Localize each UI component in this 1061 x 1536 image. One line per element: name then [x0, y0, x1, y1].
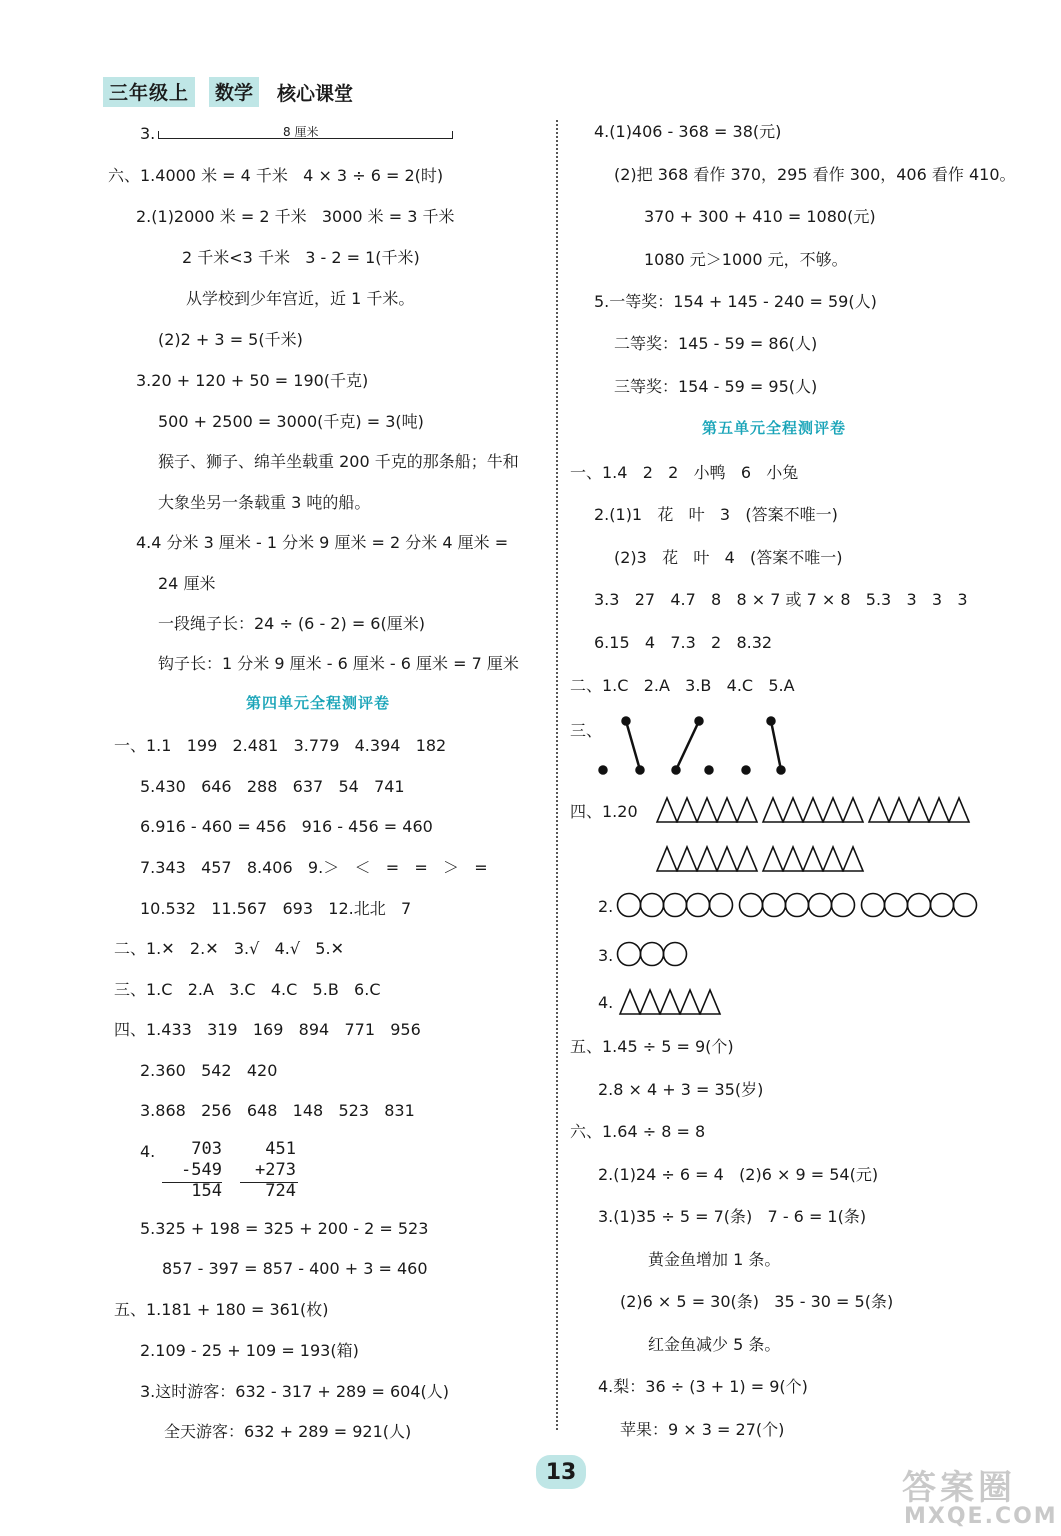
series-label: 核心课堂 [277, 82, 354, 105]
dot-bottom-1 [600, 767, 607, 774]
left-line: 3.这时游客：632 - 317 + 289 = 604(人) [140, 1382, 450, 1401]
page-header [103, 78, 357, 106]
ruler-question-number: 3. [140, 124, 156, 143]
left-line: 5.430 646 288 637 54 741 [140, 777, 405, 796]
right-line: 苹果：9 × 3 = 27(个) [620, 1420, 785, 1439]
right-line: 黄金鱼增加 1 条。 [648, 1250, 781, 1269]
left-line: (2)2 + 3 = 5(千米) [158, 330, 303, 349]
subject-label: 数学 [209, 77, 259, 107]
grade-label: 三年级上 [103, 77, 195, 107]
ruler-label: 8 厘米 [283, 125, 319, 139]
left-line: 二、1.✕ 2.✕ 3.√ 4.√ 5.✕ [114, 939, 344, 958]
right-line: (2)把 368 看作 370，295 看作 300，406 看作 410。 [614, 165, 1016, 184]
left-line: 四、1.433 319 169 894 771 956 [114, 1020, 421, 1039]
left-line: 全天游客：632 + 289 = 921(人) [164, 1422, 412, 1441]
left-line: 3.868 256 648 148 523 831 [140, 1101, 415, 1120]
left-line: 从学校到少年宫近，近 1 千米。 [186, 289, 415, 308]
vert-a-result: 154 [191, 1181, 222, 1201]
left-line: 10.532 11.567 693 12.北北 7 [140, 899, 412, 918]
right-line: 2.(1)1 花 叶 3 (答案不唯一) [594, 505, 838, 524]
left-line: 2.360 542 420 [140, 1061, 278, 1080]
vert-b-mid: +273 [255, 1160, 296, 1180]
right-line: 3.(1)35 ÷ 5 = 7(条) 7 - 6 = 1(条) [598, 1207, 867, 1226]
left-line: 857 - 397 = 857 - 400 + 3 = 460 [162, 1259, 428, 1278]
right-line: 2. [598, 897, 614, 916]
left-line: 六、1.4000 米 = 4 千米 4 × 3 ÷ 6 = 2(时) [108, 166, 444, 185]
left-line: 一段绳子长：24 ÷ (6 - 2) = 6(厘米) [158, 614, 425, 633]
ruler-tick-left [158, 131, 159, 139]
right-line: 2.8 × 4 + 3 = 35(岁) [598, 1080, 764, 1099]
left-line: 7.343 457 8.406 9.＞ ＜ = = ＞ = [140, 858, 488, 877]
right-line: 一、1.4 2 2 小鸭 6 小兔 [570, 463, 799, 482]
right-line: 二、1.C 2.A 3.B 4.C 5.A [570, 676, 795, 695]
ruler-tick-right [452, 131, 453, 139]
watermark-logo [890, 1460, 1060, 1536]
section-title-unit5: 第五单元全程测评卷 [702, 419, 847, 437]
right-line: 六、1.64 ÷ 8 = 8 [570, 1122, 706, 1141]
page-number: 13 [536, 1455, 586, 1489]
left-line: 2.(1)2000 米 = 2 千米 3000 米 = 3 千米 [136, 207, 455, 226]
watermark-domain: MXQE.COM [904, 1504, 1058, 1529]
left-line: 三、1.C 2.A 3.C 4.C 5.B 6.C [114, 980, 381, 999]
left-line: 4. [140, 1142, 156, 1161]
left-line: 500 + 2500 = 3000(千克) = 3(吨) [158, 412, 424, 431]
matching-figure [590, 712, 790, 778]
vert-b-result: 724 [265, 1181, 296, 1201]
triangles-row-1 [655, 796, 971, 824]
right-line: 370 + 300 + 410 = 1080(元) [644, 207, 876, 226]
right-line: (2)3 花 叶 4 (答案不唯一) [614, 548, 843, 567]
right-line: 5.一等奖：154 + 145 - 240 = 59(人) [594, 292, 877, 311]
match-line-2 [676, 721, 699, 770]
section-title-unit4: 第四单元全程测评卷 [246, 694, 391, 712]
left-line: 5.325 + 198 = 325 + 200 - 2 = 523 [140, 1219, 429, 1238]
left-line: 3.20 + 120 + 50 = 190(千克) [136, 371, 369, 390]
right-line: 6.15 4 7.3 2 8.32 [594, 633, 773, 652]
right-line: 4.梨：36 ÷ (3 + 1) = 9(个) [598, 1377, 808, 1396]
left-line: 五、1.181 + 180 = 361(枚) [114, 1300, 329, 1319]
vert-a-top: 703 [191, 1139, 222, 1159]
right-line: 五、1.45 ÷ 5 = 9(个) [570, 1037, 734, 1056]
left-line: 大象坐另一条载重 3 吨的船。 [158, 493, 371, 512]
left-line: 钩子长：1 分米 9 厘米 - 6 厘米 - 6 厘米 = 7 厘米 [158, 654, 519, 673]
left-line: 6.916 - 460 = 456 916 - 456 = 460 [140, 817, 433, 836]
right-line: 1080 元＞1000 元，不够。 [644, 250, 848, 269]
right-line: 2.(1)24 ÷ 6 = 4 (2)6 × 9 = 54(元) [598, 1165, 879, 1184]
right-line: 4.(1)406 - 368 = 38(元) [594, 122, 782, 141]
match-line-3 [771, 721, 781, 770]
right-line: 4. [598, 993, 614, 1012]
right-line: 四、1.20 [570, 802, 638, 821]
left-line: 猴子、狮子、绵羊坐载重 200 千克的那条船；牛和 [158, 452, 519, 471]
left-line: 2.109 - 25 + 109 = 193(箱) [140, 1341, 359, 1360]
circles-row-3 [616, 941, 692, 969]
vert-a-mid: -549 [181, 1160, 222, 1180]
right-line: (2)6 × 5 = 30(条) 35 - 30 = 5(条) [620, 1292, 894, 1311]
vert-b-top: 451 [265, 1139, 296, 1159]
triangles-row-2 [655, 845, 865, 873]
dot-bottom-4 [706, 767, 713, 774]
circles-row [616, 892, 978, 920]
right-line: 3. [598, 946, 614, 965]
right-line: 三、 [570, 721, 603, 740]
dot-bottom-5 [743, 767, 750, 774]
right-line: 二等奖：145 - 59 = 86(人) [614, 334, 818, 353]
watermark-text: 答案圈 [902, 1468, 1016, 1508]
triangles-row-3 [618, 988, 724, 1016]
match-line-1 [626, 721, 640, 770]
left-line: 4.4 分米 3 厘米 - 1 分米 9 厘米 = 2 分米 4 厘米 = [136, 533, 509, 552]
right-line: 3.3 27 4.7 8 8 × 7 或 7 × 8 5.3 3 3 3 [594, 590, 968, 609]
left-line: 2 千米<3 千米 3 - 2 = 1(千米) [182, 248, 420, 267]
left-line: 24 厘米 [158, 574, 216, 593]
left-line: 一、1.1 199 2.481 3.779 4.394 182 [114, 736, 447, 755]
right-line: 红金鱼减少 5 条。 [648, 1335, 781, 1354]
right-line: 三等奖：154 - 59 = 95(人) [614, 377, 818, 396]
column-divider [556, 120, 558, 1430]
